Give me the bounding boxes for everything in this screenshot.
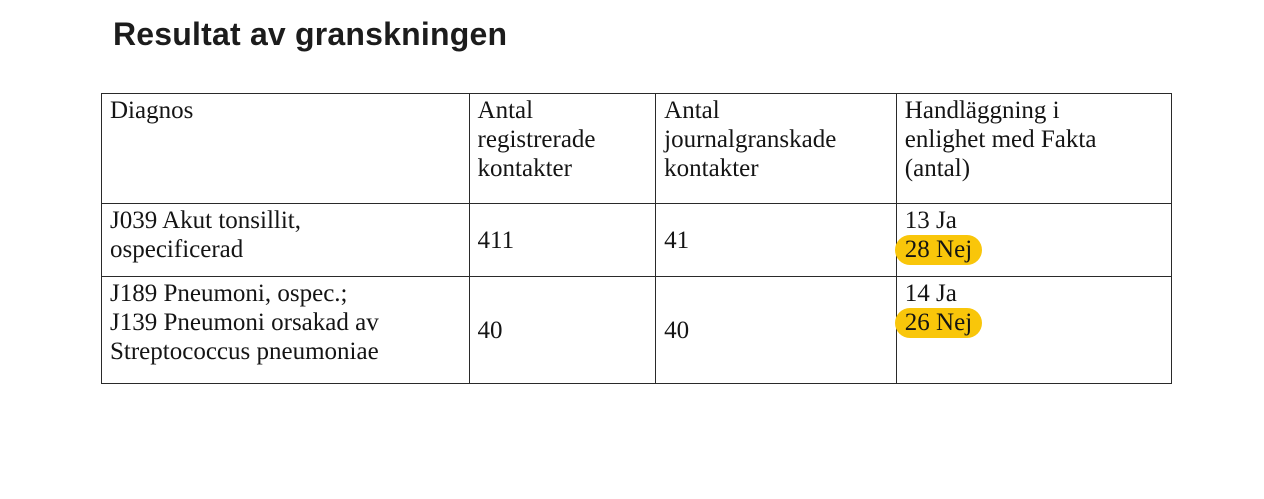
cell-handlaggning [896,277,1171,384]
header-journalgranskade [656,94,897,204]
header-registrerade-line: Antal [477,97,534,124]
cell-diagnos [102,204,470,277]
cell-journalgranskade [656,204,897,277]
journalgranskade-value: 40 [664,316,690,344]
header-handlaggning [896,94,1171,204]
ja-count: 14 Ja [904,280,957,307]
header-handlaggning-line: (antal) [904,155,971,182]
header-journalgranskade-line: Antal [664,97,720,124]
registrerade-value: 411 [477,226,515,254]
registrerade-value: 40 [477,316,503,344]
diagnos-line: ospecificerad [110,236,244,263]
table-row [102,277,1172,384]
nej-count-highlighted: 28 Nej [895,235,982,265]
header-journalgranskade-line: journalgranskade [664,126,837,153]
cell-registrerade [469,277,656,384]
journalgranskade-value: 41 [664,226,690,254]
header-journalgranskade-line: kontakter [664,155,759,182]
diagnos-line: J139 Pneumoni orsakad av [110,309,379,336]
header-diagnos-label: Diagnos [110,97,194,124]
diagnos-line: J189 Pneumoni, ospec.; [110,280,348,307]
ja-count: 13 Ja [904,207,957,234]
cell-journalgranskade [656,277,897,384]
cell-handlaggning [896,204,1171,277]
diagnos-line: Streptococcus pneumoniae [110,338,379,365]
header-diagnos [102,94,470,204]
nej-count-highlighted: 26 Nej [895,308,982,338]
cell-diagnos [102,277,470,384]
header-registrerade [469,94,656,204]
review-results-table [101,93,1172,384]
table-row [102,204,1172,277]
header-registrerade-line: kontakter [477,155,572,182]
diagnos-line: J039 Akut tonsillit, [110,207,302,234]
page-heading: Resultat av granskningen [113,16,508,52]
header-handlaggning-line: enlighet med Fakta [904,126,1097,153]
table-header-row [102,94,1172,204]
header-registrerade-line: registrerade [477,126,596,153]
cell-registrerade [469,204,656,277]
header-handlaggning-line: Handläggning i [904,97,1060,124]
